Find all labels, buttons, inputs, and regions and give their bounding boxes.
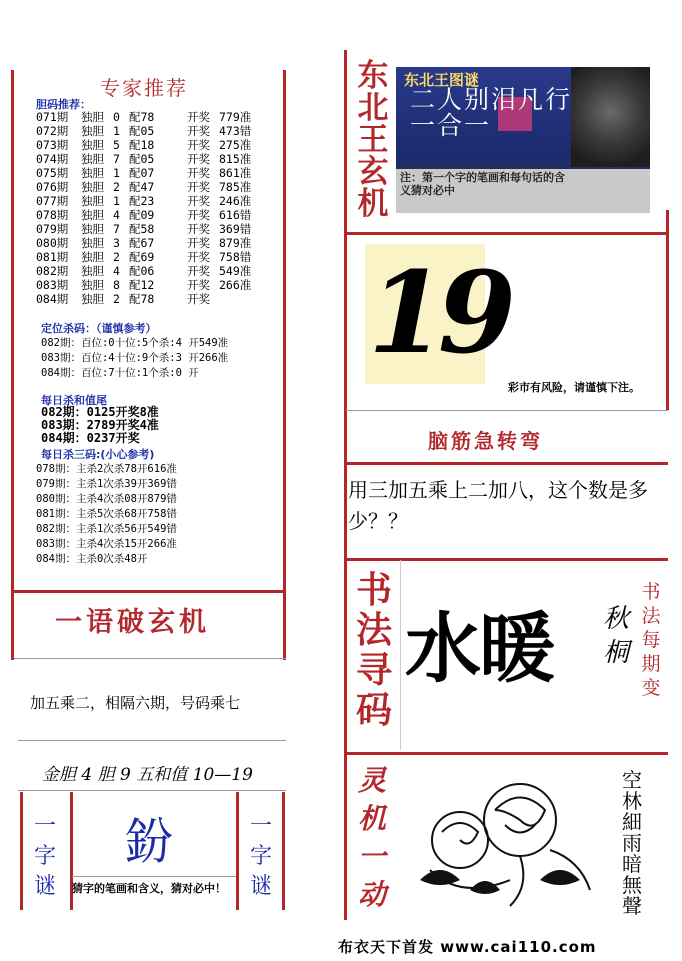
- divider-guess: [72, 876, 236, 877]
- side-title-char: 王: [357, 122, 389, 158]
- shufa-title-char: 寻: [355, 649, 392, 691]
- signature-char: 秋: [603, 604, 630, 634]
- dan-pei: 配12: [129, 278, 155, 292]
- lingji-char: 机: [357, 802, 386, 835]
- dan-dan: 2: [113, 250, 120, 264]
- dan-dan: 1: [113, 194, 120, 208]
- dan-row: [36, 110, 251, 124]
- dan-dan: 5: [113, 138, 120, 152]
- dan-label: 独胆: [81, 278, 104, 292]
- dan-period: 071期: [36, 110, 69, 124]
- dan-res: 861准: [219, 166, 252, 180]
- sanma-row: 083期：主杀4次杀15开266准: [36, 538, 177, 550]
- calligraphy-word: 水暖: [405, 604, 553, 693]
- dan-kj: 开奖: [187, 138, 210, 152]
- dan-row: [36, 292, 251, 306]
- riddle-banner: [396, 67, 650, 213]
- dan-label: 独胆: [81, 292, 104, 306]
- divider-jindan: [18, 740, 286, 741]
- dan-period: 084期: [36, 292, 69, 306]
- dan-pei: 配78: [129, 292, 155, 306]
- lingji-char: 灵: [357, 764, 386, 797]
- dan-label: 独胆: [81, 208, 104, 222]
- dan-res: 473错: [219, 124, 252, 138]
- dan-dan: 3: [113, 236, 120, 250]
- ding-row: 083期：百位:4十位:9个杀:3 开266准: [41, 352, 229, 364]
- right-border-outer: [344, 50, 347, 920]
- ding-row: 082期：百位:0十位:5个杀:4 开549准: [41, 337, 229, 349]
- dan-row: [36, 278, 251, 292]
- shufa-side-char: 法: [641, 605, 661, 627]
- yizi-left-label: [32, 812, 58, 902]
- dan-period: 076期: [36, 180, 69, 194]
- number-left: 1: [368, 248, 446, 379]
- yizi-right-label: [248, 812, 274, 902]
- dan-res: 616错: [219, 208, 252, 222]
- poem-char: 細: [622, 810, 642, 834]
- dan-row: [36, 250, 251, 264]
- dan-label: 独胆: [81, 222, 104, 236]
- dan-period: 080期: [36, 236, 69, 250]
- dan-dan: 2: [113, 292, 120, 306]
- meiri-row: 084期：0237开奖: [41, 431, 140, 445]
- banner-note: 注：第一个字的笔画和每句话的含义猜对必中: [400, 171, 565, 197]
- divider-lingji: [346, 752, 668, 755]
- ding-list: [41, 336, 228, 381]
- dan-kj: 开奖: [187, 292, 210, 306]
- sanma-row: 082期：主杀1次杀56开549错: [36, 523, 177, 535]
- side-title-char: 北: [357, 90, 389, 126]
- dan-res: 785准: [219, 180, 252, 194]
- shufa-side-char: 期: [641, 653, 661, 675]
- dan-row: [36, 222, 251, 236]
- divider-shufa: [346, 558, 668, 561]
- dan-pei: 配06: [129, 264, 155, 278]
- yizi-border-right: [282, 792, 285, 910]
- poem-char: 空: [622, 768, 642, 792]
- brain-teaser-question: 用三加五乘上二加八，这个数是多少？？: [348, 478, 648, 533]
- dan-pei: 配47: [129, 180, 155, 194]
- dan-row: [36, 264, 251, 278]
- meiri-row: 082期：0125开奖8准: [41, 405, 159, 419]
- dan-label: 独胆: [81, 166, 104, 180]
- calligraphy-signature: [603, 602, 633, 670]
- divider-hint: [14, 658, 286, 659]
- dan-kj: 开奖: [187, 208, 210, 222]
- dan-period: 081期: [36, 250, 69, 264]
- dan-period: 077期: [36, 194, 69, 208]
- signature-char: 桐: [603, 638, 630, 668]
- dan-dan: 7: [113, 152, 120, 166]
- dan-kj: 开奖: [187, 110, 210, 124]
- expert-title: 专家推荐: [100, 76, 188, 100]
- dan-period: 082期: [36, 264, 69, 278]
- dan-period: 075期: [36, 166, 69, 180]
- dan-kj: 开奖: [187, 152, 210, 166]
- yizi-left-char: 字: [33, 844, 56, 869]
- dan-label: 独胆: [81, 250, 104, 264]
- dan-kj: 开奖: [187, 236, 210, 250]
- dan-pei: 配07: [129, 166, 155, 180]
- side-title-char: 玄: [357, 154, 389, 190]
- dan-pei: 配05: [129, 152, 155, 166]
- dan-label: 独胆: [81, 138, 104, 152]
- dan-res: 549准: [219, 264, 252, 278]
- shufa-side-char: 变: [641, 677, 661, 699]
- dan-kj: 开奖: [187, 250, 210, 264]
- dan-pei: 配58: [129, 222, 155, 236]
- divider-yizi: [18, 790, 286, 791]
- poem-text: [620, 770, 644, 917]
- dan-label: 独胆: [81, 152, 104, 166]
- dan-row: [36, 208, 251, 222]
- dan-res: 758错: [219, 250, 252, 264]
- dan-pei: 配67: [129, 236, 155, 250]
- yizi-right-char: 一: [249, 814, 272, 839]
- dan-res: 246准: [219, 194, 252, 208]
- dan-row: [36, 124, 251, 138]
- dan-pei: 配69: [129, 250, 155, 264]
- dan-pei: 配09: [129, 208, 155, 222]
- dan-dan: 4: [113, 264, 120, 278]
- risk-warning: 彩市有风险，请谨慎下注。: [508, 381, 640, 394]
- yizi-left-char: 谜: [33, 874, 56, 899]
- dan-label: 独胆: [81, 194, 104, 208]
- shufa-title-char: 码: [355, 689, 392, 731]
- shufa-separator: [400, 560, 401, 750]
- dan-period: 072期: [36, 124, 69, 138]
- dan-pei: 配05: [129, 124, 155, 138]
- shufa-title: [352, 570, 396, 730]
- dan-kj: 开奖: [187, 222, 210, 236]
- dan-res: 779准: [219, 110, 252, 124]
- yiyu-title: 一语破玄机: [55, 607, 210, 638]
- yizi-right-char: 谜: [249, 874, 272, 899]
- sanma-row: 081期：主杀5次杀68开758错: [36, 508, 177, 520]
- dan-period: 079期: [36, 222, 69, 236]
- dan-kj: 开奖: [187, 264, 210, 278]
- dan-period: 083期: [36, 278, 69, 292]
- dan-res: 815准: [219, 152, 252, 166]
- riddle-character: 鈖: [124, 813, 174, 871]
- dan-kj: 开奖: [187, 166, 210, 180]
- dan-dan: 2: [113, 180, 120, 194]
- dan-pei: 配78: [129, 110, 155, 124]
- meiri-list: [41, 406, 159, 445]
- shufa-side-note: [640, 580, 662, 700]
- dan-period: 078期: [36, 208, 69, 222]
- ding-row: 084期：百位:7十位:1个杀:0 开: [41, 367, 199, 379]
- dan-res: 879准: [219, 236, 252, 250]
- dan-label: 独胆: [81, 180, 104, 194]
- meiri-row: 083期：2789开奖4准: [41, 418, 159, 432]
- sanma-row: 078期：主杀2次杀78开616准: [36, 463, 177, 475]
- number-right: 9: [438, 248, 516, 379]
- brain-teaser-title: 脑筋急转弯: [428, 429, 543, 453]
- poem-char: 林: [622, 789, 642, 813]
- sanma-row: 079期：主杀1次杀39开369错: [36, 478, 177, 490]
- dan-kj: 开奖: [187, 124, 210, 138]
- shufa-side-char: 每: [641, 629, 661, 651]
- dan-row: [36, 236, 251, 250]
- dan-res: 266准: [219, 278, 252, 292]
- dan-kj: 开奖: [187, 278, 210, 292]
- lingji-char: 动: [357, 878, 386, 911]
- dan-row: [36, 166, 251, 180]
- dan-dan: 0: [113, 110, 120, 124]
- yizi-right-char: 字: [249, 844, 272, 869]
- left-border-outer: [11, 70, 14, 660]
- sanma-list: [36, 462, 177, 567]
- dan-row: [36, 152, 251, 166]
- divider-numbers: [346, 232, 668, 235]
- dan-label: 独胆: [81, 236, 104, 250]
- dan-period: 074期: [36, 152, 69, 166]
- poem-char: 暗: [622, 852, 642, 876]
- sanma-row: 084期：主杀0次杀48开: [36, 553, 148, 565]
- side-title-char: 机: [357, 186, 389, 222]
- dan-kj: 开奖: [187, 180, 210, 194]
- shufa-title-char: 书: [355, 569, 392, 611]
- dan-label: 独胆: [81, 110, 104, 124]
- dan-pei: 配23: [129, 194, 155, 208]
- shufa-side-char: 书: [641, 581, 661, 603]
- side-title: [355, 60, 391, 220]
- guess-note: 猜字的笔画和含义，猜对必中！: [72, 882, 226, 895]
- lingji-title: [355, 762, 389, 914]
- dan-list: [36, 110, 251, 306]
- buddha-image: [571, 67, 650, 167]
- dan-row: [36, 138, 251, 152]
- dan-dan: 1: [113, 166, 120, 180]
- dan-pei: 配18: [129, 138, 155, 152]
- footer-site: 布衣天下首发 www.cai110.com: [338, 938, 597, 956]
- meiri-heading: 每日杀和值尾: [41, 394, 107, 407]
- sanma-heading: 每日杀三码:(小心参考): [41, 448, 155, 461]
- dan-dan: 7: [113, 222, 120, 236]
- hint-text: 加五乘二，相隔六期，号码乘七: [30, 694, 241, 712]
- dan-res: 275准: [219, 138, 252, 152]
- dan-period: 073期: [36, 138, 69, 152]
- dan-heading: 胆码推荐：: [36, 98, 91, 111]
- dan-dan: 1: [113, 124, 120, 138]
- dan-dan: 8: [113, 278, 120, 292]
- rose-drawing-icon: [400, 770, 610, 910]
- yizi-left-char: 一: [33, 814, 56, 839]
- poem-char: 雨: [622, 831, 642, 855]
- dan-row: [36, 194, 251, 208]
- poem-char: 聲: [622, 894, 642, 918]
- yizi-border-left: [20, 792, 23, 910]
- sanma-row: 080期：主杀4次杀08开879错: [36, 493, 177, 505]
- dan-res: 369错: [219, 222, 252, 236]
- poem-char: 無: [622, 873, 642, 897]
- banner-title: 东北王图谜: [404, 71, 480, 89]
- lingji-char: 一: [357, 840, 386, 873]
- dan-dan: 4: [113, 208, 120, 222]
- dan-kj: 开奖: [187, 194, 210, 208]
- dan-row: [36, 180, 251, 194]
- dan-label: 独胆: [81, 124, 104, 138]
- divider-yiyu: [14, 590, 286, 593]
- dan-label: 独胆: [81, 264, 104, 278]
- divider-brain: [346, 410, 668, 411]
- divider-question: [346, 462, 668, 465]
- shufa-title-char: 法: [355, 609, 392, 651]
- side-title-char: 东: [357, 58, 389, 94]
- ding-heading: 定位杀码：（谨慎参考）: [41, 322, 157, 335]
- banner-riddle: 二人别泪凡行一合一: [410, 85, 573, 140]
- jindan-text: 金胆 4 胆 9 五和值 10—19: [42, 765, 253, 785]
- left-border-inner: [283, 70, 286, 660]
